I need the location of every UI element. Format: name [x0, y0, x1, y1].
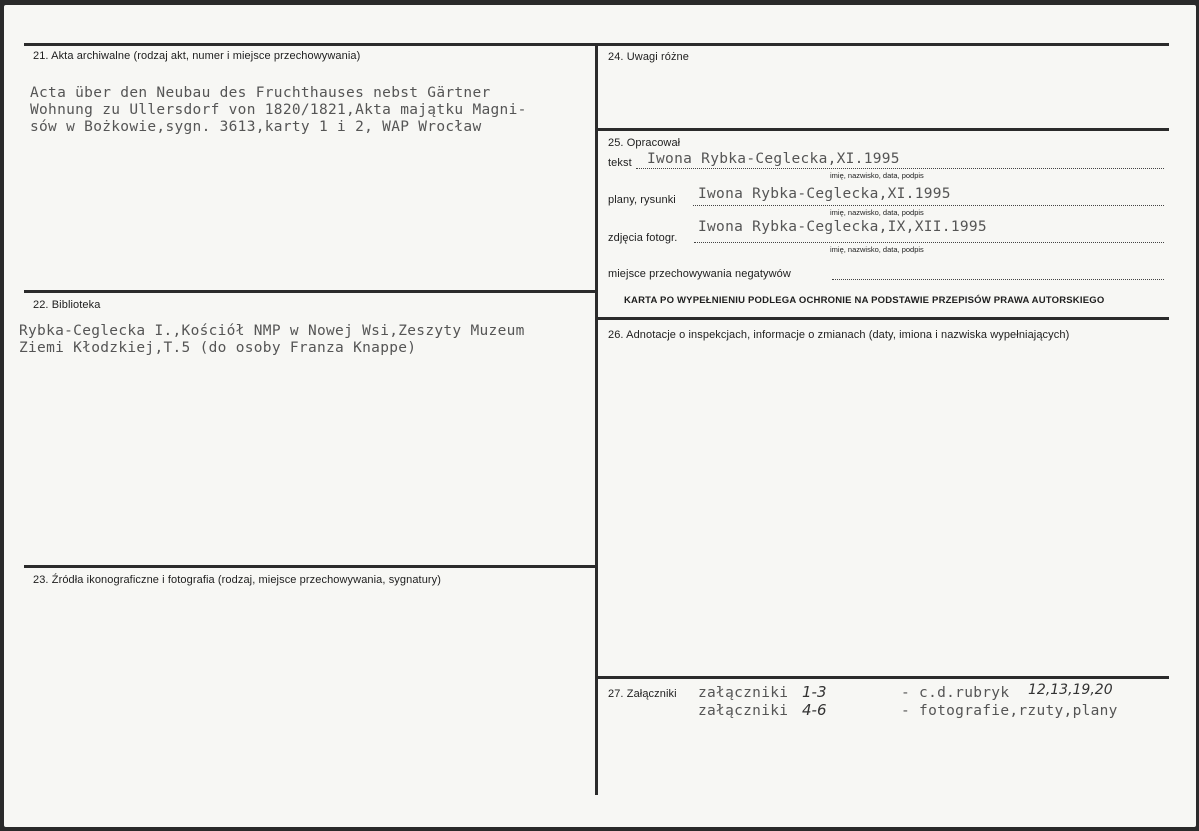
divider-23	[24, 565, 596, 568]
section-21-line-2: Wohnung zu Ullersdorf von 1820/1821,Akta majątku Magni-	[30, 102, 527, 118]
plany-value: Iwona Rybka-Ceglecka,XI.1995	[698, 186, 951, 202]
section-23-label: 23. Źródła ikonograficzne i fotografia (rodzaj, miejsce przechowywania, sygnatury)	[33, 574, 442, 586]
attachments-row2-range: 4-6	[802, 701, 827, 719]
divider-27	[596, 676, 1169, 679]
zdjecia-label: zdjęcia fotogr.	[608, 232, 678, 244]
section-26-label: 26. Adnotacje o inspekcjach, informacje o zmianach (daty, imiona i nazwiska wypełniających)	[608, 329, 1070, 341]
tekst-dotted-line	[636, 168, 1164, 169]
copyright-notice: KARTA PO WYPEŁNIENIU PODLEGA OCHRONIE NA PODSTAWIE PRZEPISÓW PRAWA AUTORSKIEGO	[624, 295, 1105, 306]
tekst-value: Iwona Rybka-Ceglecka,XI.1995	[647, 151, 900, 167]
negatywy-label: miejsce przechowywania negatywów	[608, 268, 791, 280]
section-22-line-2: Ziemi Kłodzkiej,T.5 (do osoby Franza Knappe)	[19, 340, 417, 356]
zdjecia-caption: imię, nazwisko, data, podpis	[830, 245, 924, 254]
section-24-label: 24. Uwagi różne	[608, 51, 689, 63]
attachments-row1-right-hand: 12,13,19,20	[1028, 682, 1113, 698]
attachments-row1-left: załączniki	[698, 685, 789, 701]
section-21-line-1: Acta über den Neubau des Fruchthauses nebst Gärtner	[30, 85, 491, 101]
divider-25	[596, 128, 1169, 131]
attachments-row2-left: załączniki	[698, 703, 789, 719]
attachments-row1-right: - c.d.rubryk	[901, 685, 1010, 701]
section-22-label: 22. Biblioteka	[33, 299, 101, 311]
section-22-line-1: Rybka-Ceglecka I.,Kościół NMP w Nowej Wsi,Zeszyty Muzeum	[19, 323, 525, 339]
record-card	[4, 5, 1196, 827]
section-25-label: 25. Opracował	[608, 137, 681, 149]
divider-22	[24, 290, 596, 293]
section-21-line-3: sów w Bożkowie,sygn. 3613,karty 1 i 2, WAP Wrocław	[30, 119, 482, 135]
plany-dotted-line	[693, 205, 1164, 206]
plany-caption: imię, nazwisko, data, podpis	[830, 208, 924, 217]
plany-label: plany, rysunki	[608, 194, 676, 206]
negatywy-dotted-line	[832, 279, 1164, 280]
divider-center	[595, 43, 598, 795]
section-27-label: 27. Załączniki	[608, 688, 677, 700]
section-21-label: 21. Akta archiwalne (rodzaj akt, numer i miejsce przechowywania)	[33, 50, 361, 62]
divider-26	[596, 317, 1169, 320]
tekst-caption: imię, nazwisko, data, podpis	[830, 171, 924, 180]
zdjecia-dotted-line	[694, 242, 1164, 243]
attachments-row2-right: - fotografie,rzuty,plany	[901, 703, 1118, 719]
attachments-row1-range: 1-3	[802, 683, 827, 701]
zdjecia-value: Iwona Rybka-Ceglecka,IX,XII.1995	[698, 219, 987, 235]
tekst-label: tekst	[608, 157, 632, 169]
